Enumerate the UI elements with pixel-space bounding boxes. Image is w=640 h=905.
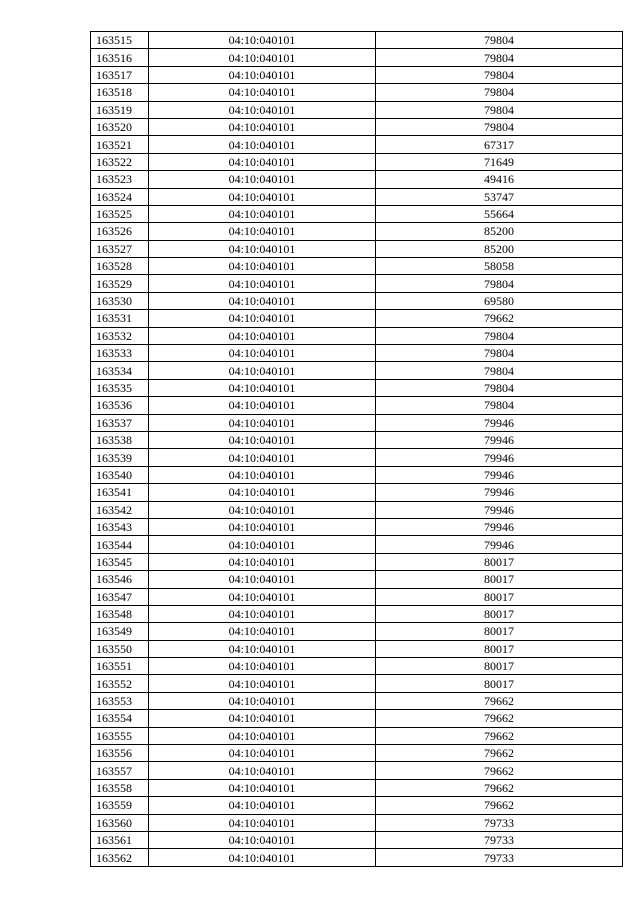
row-number-cell: 163521 [91, 136, 149, 153]
table-row [91, 136, 623, 153]
value-cell: 67317 [376, 136, 623, 153]
table-row [91, 258, 623, 275]
row-number-cell: 163539 [91, 449, 149, 466]
value-cell: 79804 [376, 275, 623, 292]
code-cell: 04:10:040101 [149, 623, 376, 640]
row-number-cell: 163549 [91, 623, 149, 640]
table-row [91, 310, 623, 327]
row-number-cell: 163518 [91, 84, 149, 101]
value-cell: 79804 [376, 84, 623, 101]
row-number-cell: 163558 [91, 779, 149, 796]
row-number-cell: 163516 [91, 49, 149, 66]
table-row [91, 362, 623, 379]
row-number-cell: 163543 [91, 518, 149, 535]
row-number-cell: 163545 [91, 553, 149, 570]
table-row [91, 118, 623, 135]
code-cell: 04:10:040101 [149, 345, 376, 362]
row-number-cell: 163554 [91, 710, 149, 727]
table-row [91, 814, 623, 831]
value-cell: 49416 [376, 171, 623, 188]
row-number-cell: 163540 [91, 466, 149, 483]
table-row [91, 101, 623, 118]
code-cell: 04:10:040101 [149, 327, 376, 344]
code-cell: 04:10:040101 [149, 571, 376, 588]
value-cell: 79946 [376, 466, 623, 483]
table-row [91, 32, 623, 49]
table-row [91, 84, 623, 101]
row-number-cell: 163555 [91, 727, 149, 744]
table-row [91, 379, 623, 396]
value-cell: 80017 [376, 623, 623, 640]
value-cell: 79662 [376, 692, 623, 709]
value-cell: 79733 [376, 814, 623, 831]
code-cell: 04:10:040101 [149, 675, 376, 692]
code-cell: 04:10:040101 [149, 414, 376, 431]
table-row [91, 536, 623, 553]
row-number-cell: 163524 [91, 188, 149, 205]
row-number-cell: 163530 [91, 292, 149, 309]
row-number-cell: 163523 [91, 171, 149, 188]
code-cell: 04:10:040101 [149, 745, 376, 762]
table-row [91, 797, 623, 814]
code-cell: 04:10:040101 [149, 84, 376, 101]
value-cell: 79946 [376, 449, 623, 466]
row-number-cell: 163547 [91, 588, 149, 605]
code-cell: 04:10:040101 [149, 397, 376, 414]
value-cell: 79662 [376, 797, 623, 814]
table-row [91, 501, 623, 518]
code-cell: 04:10:040101 [149, 310, 376, 327]
value-cell: 79946 [376, 414, 623, 431]
table-row [91, 240, 623, 257]
table-row [91, 571, 623, 588]
code-cell: 04:10:040101 [149, 588, 376, 605]
code-cell: 04:10:040101 [149, 431, 376, 448]
row-number-cell: 163562 [91, 849, 149, 866]
code-cell: 04:10:040101 [149, 379, 376, 396]
code-cell: 04:10:040101 [149, 118, 376, 135]
table-row [91, 153, 623, 170]
value-cell: 80017 [376, 658, 623, 675]
table-row [91, 849, 623, 866]
value-cell: 79946 [376, 536, 623, 553]
row-number-cell: 163525 [91, 205, 149, 222]
code-cell: 04:10:040101 [149, 831, 376, 848]
value-cell: 79804 [376, 397, 623, 414]
value-cell: 80017 [376, 640, 623, 657]
code-cell: 04:10:040101 [149, 501, 376, 518]
code-cell: 04:10:040101 [149, 536, 376, 553]
value-cell: 58058 [376, 258, 623, 275]
value-cell: 79804 [376, 362, 623, 379]
code-cell: 04:10:040101 [149, 275, 376, 292]
table-row [91, 727, 623, 744]
value-cell: 79662 [376, 310, 623, 327]
value-cell: 79662 [376, 745, 623, 762]
table-row [91, 327, 623, 344]
code-cell: 04:10:040101 [149, 240, 376, 257]
data-table [90, 31, 623, 867]
code-cell: 04:10:040101 [149, 727, 376, 744]
row-number-cell: 163534 [91, 362, 149, 379]
row-number-cell: 163520 [91, 118, 149, 135]
code-cell: 04:10:040101 [149, 449, 376, 466]
table-row [91, 205, 623, 222]
value-cell: 79946 [376, 484, 623, 501]
row-number-cell: 163551 [91, 658, 149, 675]
table-row [91, 223, 623, 240]
value-cell: 85200 [376, 223, 623, 240]
value-cell: 80017 [376, 588, 623, 605]
value-cell: 79946 [376, 518, 623, 535]
code-cell: 04:10:040101 [149, 49, 376, 66]
table-row [91, 518, 623, 535]
value-cell: 79662 [376, 727, 623, 744]
value-cell: 79733 [376, 849, 623, 866]
row-number-cell: 163526 [91, 223, 149, 240]
value-cell: 55664 [376, 205, 623, 222]
code-cell: 04:10:040101 [149, 205, 376, 222]
row-number-cell: 163541 [91, 484, 149, 501]
row-number-cell: 163528 [91, 258, 149, 275]
code-cell: 04:10:040101 [149, 153, 376, 170]
code-cell: 04:10:040101 [149, 292, 376, 309]
value-cell: 85200 [376, 240, 623, 257]
code-cell: 04:10:040101 [149, 762, 376, 779]
table-row [91, 66, 623, 83]
value-cell: 53747 [376, 188, 623, 205]
value-cell: 79804 [376, 32, 623, 49]
value-cell: 71649 [376, 153, 623, 170]
code-cell: 04:10:040101 [149, 779, 376, 796]
code-cell: 04:10:040101 [149, 484, 376, 501]
table-row [91, 345, 623, 362]
value-cell: 69580 [376, 292, 623, 309]
row-number-cell: 163515 [91, 32, 149, 49]
code-cell: 04:10:040101 [149, 223, 376, 240]
code-cell: 04:10:040101 [149, 710, 376, 727]
row-number-cell: 163532 [91, 327, 149, 344]
row-number-cell: 163522 [91, 153, 149, 170]
code-cell: 04:10:040101 [149, 101, 376, 118]
row-number-cell: 163560 [91, 814, 149, 831]
code-cell: 04:10:040101 [149, 32, 376, 49]
code-cell: 04:10:040101 [149, 136, 376, 153]
code-cell: 04:10:040101 [149, 553, 376, 570]
row-number-cell: 163542 [91, 501, 149, 518]
value-cell: 79946 [376, 431, 623, 448]
value-cell: 79804 [376, 379, 623, 396]
code-cell: 04:10:040101 [149, 640, 376, 657]
row-number-cell: 163536 [91, 397, 149, 414]
row-number-cell: 163557 [91, 762, 149, 779]
table-row [91, 414, 623, 431]
value-cell: 79804 [376, 49, 623, 66]
code-cell: 04:10:040101 [149, 66, 376, 83]
row-number-cell: 163533 [91, 345, 149, 362]
row-number-cell: 163553 [91, 692, 149, 709]
value-cell: 79662 [376, 710, 623, 727]
value-cell: 79804 [376, 101, 623, 118]
row-number-cell: 163561 [91, 831, 149, 848]
table-row [91, 275, 623, 292]
code-cell: 04:10:040101 [149, 258, 376, 275]
code-cell: 04:10:040101 [149, 362, 376, 379]
table-row [91, 605, 623, 622]
value-cell: 79804 [376, 345, 623, 362]
row-number-cell: 163527 [91, 240, 149, 257]
code-cell: 04:10:040101 [149, 188, 376, 205]
row-number-cell: 163535 [91, 379, 149, 396]
value-cell: 79733 [376, 831, 623, 848]
table-row [91, 779, 623, 796]
table-row [91, 553, 623, 570]
row-number-cell: 163537 [91, 414, 149, 431]
table-row [91, 449, 623, 466]
table-row [91, 397, 623, 414]
value-cell: 79662 [376, 762, 623, 779]
value-cell: 79804 [376, 118, 623, 135]
table-row [91, 710, 623, 727]
row-number-cell: 163552 [91, 675, 149, 692]
value-cell: 79946 [376, 501, 623, 518]
row-number-cell: 163519 [91, 101, 149, 118]
table-row [91, 431, 623, 448]
table-body [91, 32, 623, 867]
row-number-cell: 163559 [91, 797, 149, 814]
table-row [91, 640, 623, 657]
code-cell: 04:10:040101 [149, 171, 376, 188]
value-cell: 80017 [376, 675, 623, 692]
row-number-cell: 163548 [91, 605, 149, 622]
table-row [91, 623, 623, 640]
table-row [91, 588, 623, 605]
code-cell: 04:10:040101 [149, 814, 376, 831]
table-row [91, 675, 623, 692]
table-row [91, 484, 623, 501]
code-cell: 04:10:040101 [149, 466, 376, 483]
table-row [91, 466, 623, 483]
code-cell: 04:10:040101 [149, 518, 376, 535]
table-row [91, 292, 623, 309]
code-cell: 04:10:040101 [149, 658, 376, 675]
table-row [91, 745, 623, 762]
table-row [91, 692, 623, 709]
row-number-cell: 163529 [91, 275, 149, 292]
table-row [91, 171, 623, 188]
table-row [91, 831, 623, 848]
row-number-cell: 163517 [91, 66, 149, 83]
code-cell: 04:10:040101 [149, 692, 376, 709]
row-number-cell: 163556 [91, 745, 149, 762]
table-row [91, 658, 623, 675]
value-cell: 79662 [376, 779, 623, 796]
row-number-cell: 163538 [91, 431, 149, 448]
value-cell: 79804 [376, 66, 623, 83]
row-number-cell: 163546 [91, 571, 149, 588]
value-cell: 80017 [376, 571, 623, 588]
table-row [91, 188, 623, 205]
code-cell: 04:10:040101 [149, 605, 376, 622]
code-cell: 04:10:040101 [149, 849, 376, 866]
row-number-cell: 163550 [91, 640, 149, 657]
value-cell: 80017 [376, 553, 623, 570]
value-cell: 79804 [376, 327, 623, 344]
code-cell: 04:10:040101 [149, 797, 376, 814]
row-number-cell: 163531 [91, 310, 149, 327]
value-cell: 80017 [376, 605, 623, 622]
row-number-cell: 163544 [91, 536, 149, 553]
table-row [91, 762, 623, 779]
table-row [91, 49, 623, 66]
